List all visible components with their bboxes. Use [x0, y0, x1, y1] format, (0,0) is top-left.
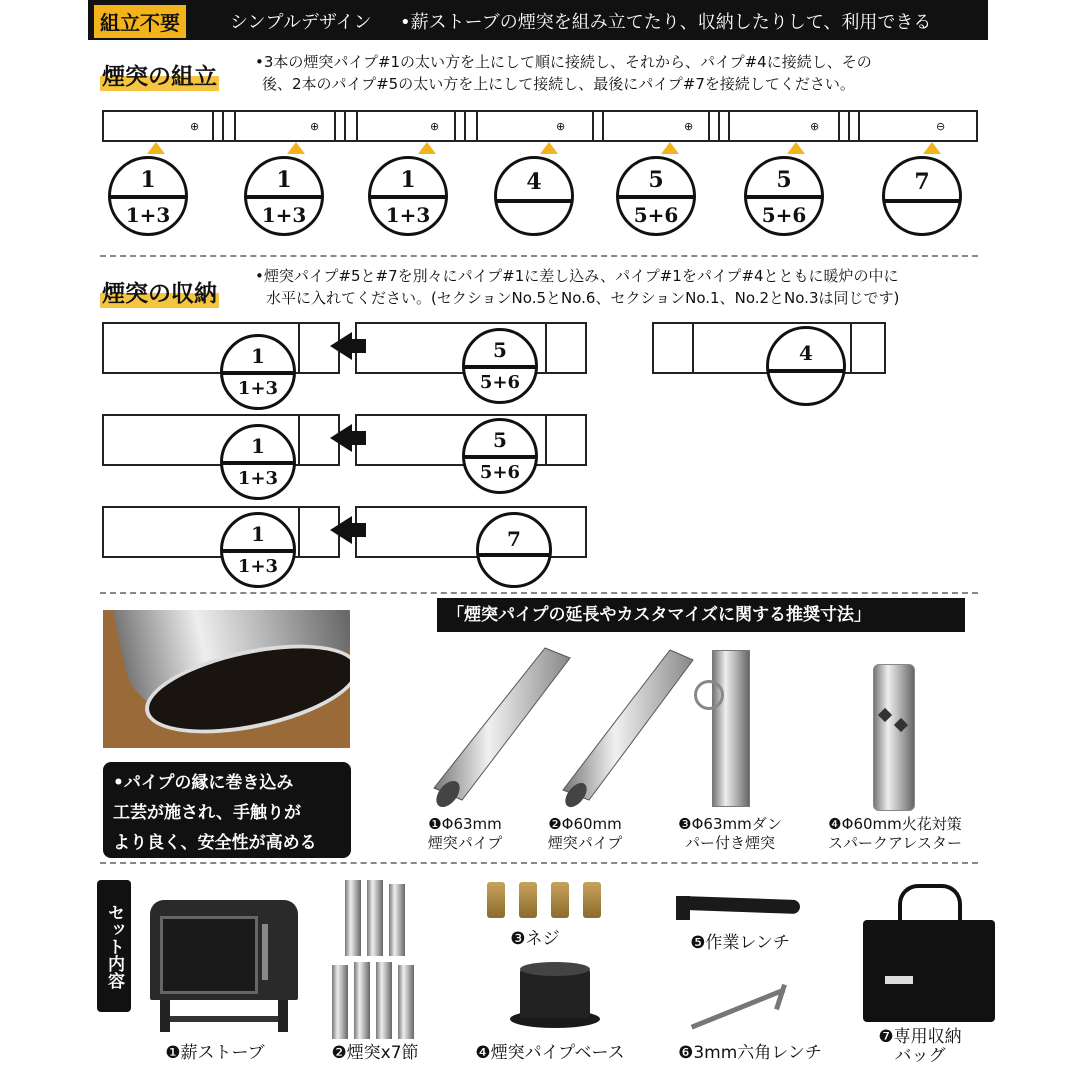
assembly-note-line2: 後、2本のパイプ#5の太い方を上にして接続し、最後にパイプ#7を接続してください。 — [262, 75, 855, 93]
assembly-label-6: 5 5+6 — [744, 156, 824, 236]
chimney-pipe-c — [389, 884, 405, 956]
marker-6 — [787, 142, 805, 154]
recommend-title: 「煙突パイプの延長やカスタマイズに関する推奨寸法」 — [437, 598, 965, 632]
assembly-label-5: 5 5+6 — [616, 156, 696, 236]
marker-7 — [923, 142, 941, 154]
marker-1 — [147, 142, 165, 154]
set-item-4: ❹煙突パイプベース — [475, 1043, 625, 1063]
damper-ring — [694, 680, 724, 710]
stove-image — [150, 900, 298, 1000]
edge-line1: •パイプの縁に巻き込み — [113, 773, 294, 793]
marker-2 — [287, 142, 305, 154]
storage-row2-right-label: 5 5+6 — [462, 418, 538, 494]
spark-arrestor-image — [873, 664, 915, 811]
screw-4 — [583, 882, 601, 918]
storage-row3-right-pipe — [355, 506, 587, 558]
storage-note-line1: •煙突パイプ#5と#7を別々にパイプ#1に差し込み、パイプ#1をパイプ#4とともに暖炉の中に — [255, 267, 899, 285]
assembly-label-7: 7 — [882, 156, 962, 236]
storage-row1-left-label: 1 1+3 — [220, 334, 296, 410]
work-wrench-image — [682, 896, 800, 914]
storage-row2-left-label: 1 1+3 — [220, 424, 296, 500]
divider-1 — [100, 255, 978, 257]
screw-2 — [519, 882, 537, 918]
set-item-3: ❸ネジ — [510, 929, 560, 949]
hex-wrench-image — [691, 987, 786, 1029]
chimney-pipe-e — [354, 962, 370, 1039]
insert-arrow-3 — [330, 516, 352, 544]
assembly-label-3: 1 1+3 — [368, 156, 448, 236]
chimney-pipe-d — [332, 965, 348, 1039]
set-item-5: ❺作業レンチ — [690, 933, 790, 953]
marker-3 — [418, 142, 436, 154]
header-badge: 組立不要 — [94, 5, 186, 38]
storage-row1-right-label: 5 5+6 — [462, 328, 538, 404]
pipe-60mm-image — [545, 640, 715, 810]
screw-3 — [551, 882, 569, 918]
pipe-edge-photo — [103, 610, 350, 748]
storage-note-line2: 水平に入れてください。(セクションNo.5とNo.6、セクションNo.1、No.2とNo.3は同じです) — [266, 289, 900, 307]
recommend-item-1: ❶Φ63mm 煙突パイプ — [427, 815, 503, 852]
set-contents-label: セット内容 — [97, 880, 131, 1012]
assembled-pipe: ⊕ ⊕ ⊕ ⊕ ⊕ ⊕ ⊖ — [102, 110, 978, 142]
assembly-title: 煙突の組立 — [100, 58, 219, 91]
set-item-1: ❶薪ストーブ — [165, 1043, 265, 1063]
recommend-item-3: ❸Φ63mmダン パー付き煙突 — [678, 815, 782, 852]
assembly-note-line1: •3本の煙突パイプ#1の太い方を上にして順に接続し、それから、パイプ#4に接続し、その — [255, 53, 872, 71]
recommend-item-4: ❹Φ60mm火花対策 スパークアレスター — [828, 815, 962, 852]
storage-row3-left-label: 1 1+3 — [220, 512, 296, 588]
edge-description — [103, 762, 351, 858]
storage-title: 煙突の収納 — [100, 275, 219, 308]
storage-row3-right-label: 7 — [476, 512, 552, 588]
chimney-pipe-a — [345, 880, 361, 956]
recommend-item-2: ❷Φ60mm 煙突パイプ — [547, 815, 623, 852]
divider-3 — [100, 862, 978, 864]
chimney-pipe-f — [376, 962, 392, 1039]
assembly-label-2: 1 1+3 — [244, 156, 324, 236]
storage-single-label: 4 — [766, 326, 846, 406]
assembly-label-1: 1 1+3 — [108, 156, 188, 236]
chimney-pipe-b — [367, 880, 383, 956]
marker-4 — [540, 142, 558, 154]
insert-arrow-1 — [330, 332, 352, 360]
damper-pipe-image — [712, 650, 750, 807]
insert-arrow-2 — [330, 424, 352, 452]
header-description: •薪ストーブの煙突を組み立てたり、収納したりして、利用できる — [400, 12, 932, 33]
marker-5 — [661, 142, 679, 154]
header-title: シンプルデザイン — [230, 12, 372, 33]
chimney-pipe-g — [398, 965, 414, 1039]
edge-line2: 工芸が施され、手触りが — [113, 803, 302, 823]
assembly-label-4: 4 — [494, 156, 574, 236]
set-item-6: ❻3mm六角レンチ — [678, 1043, 822, 1063]
divider-2 — [100, 592, 978, 594]
set-item-7: ❼専用収納 バッグ — [878, 1027, 962, 1066]
edge-line3: より良く、安全性が高める — [113, 833, 317, 853]
set-item-2: ❷煙突x7節 — [331, 1043, 419, 1063]
screw-1 — [487, 882, 505, 918]
